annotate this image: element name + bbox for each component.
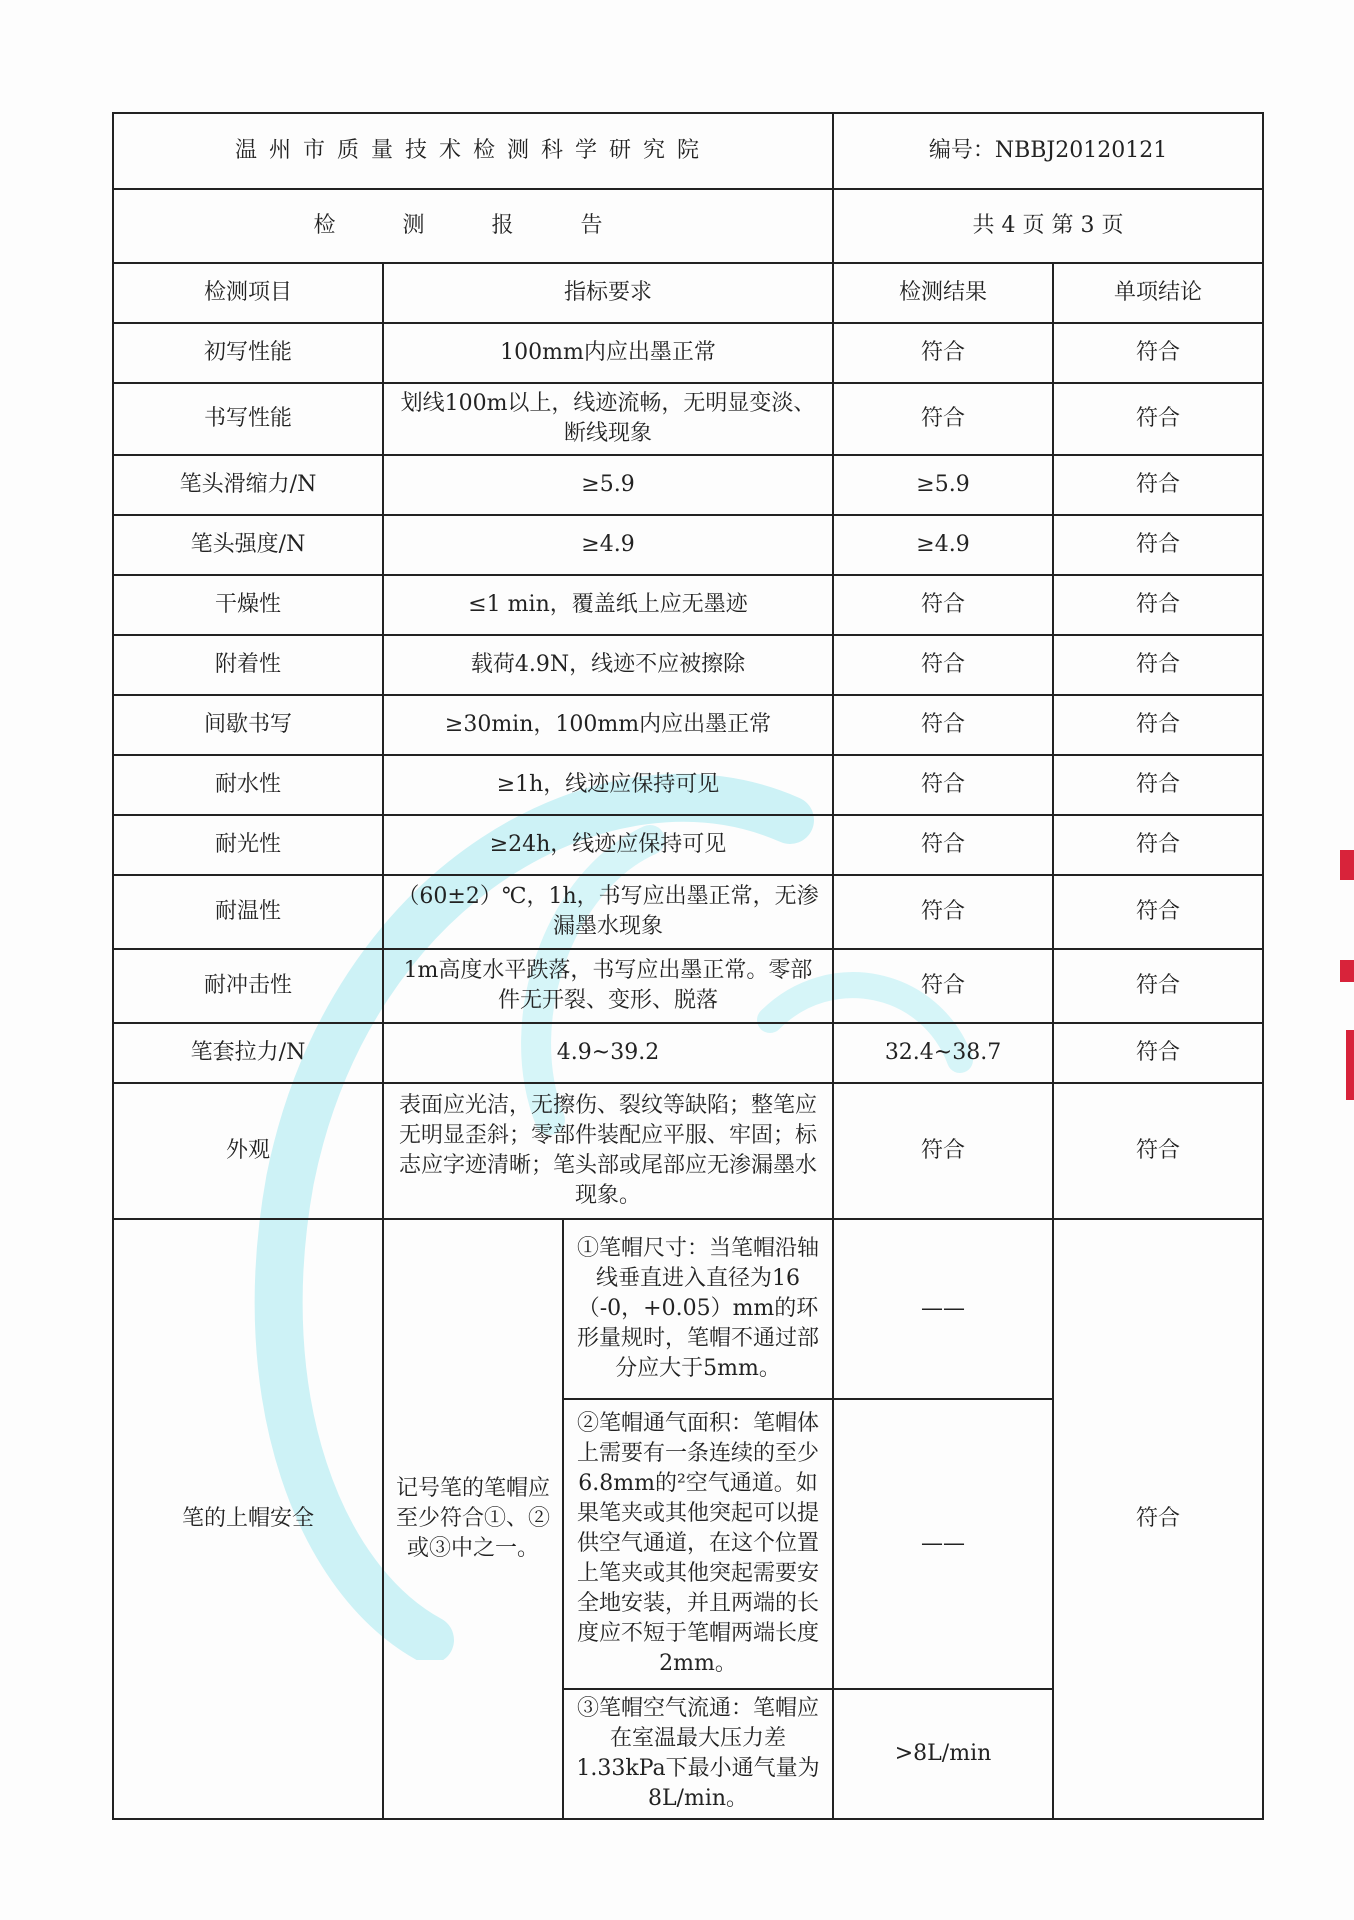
row-result: 符合 [833, 1083, 1053, 1219]
row-item: 耐温性 [113, 875, 383, 949]
row-conclusion: 符合 [1053, 1083, 1263, 1219]
row-conclusion: 符合 [1053, 455, 1263, 515]
stamp-edge-mark [1340, 960, 1354, 982]
row-requirement: 表面应光洁，无擦伤、裂纹等缺陷；整笔应无明显歪斜；零部件装配应平服、牢固；标志应字迹清晰；笔头部或尾部应无渗漏墨水现象。 [383, 1083, 833, 1219]
row-result: 符合 [833, 695, 1053, 755]
row-result: 符合 [833, 383, 1053, 455]
row-requirement: ≥30min，100mm内应出墨正常 [383, 695, 833, 755]
row-item: 间歇书写 [113, 695, 383, 755]
table-row [113, 455, 1263, 515]
row-requirement: ≥1h，线迹应保持可见 [383, 755, 833, 815]
report-title: 检 测 报 告 [113, 189, 833, 263]
table-row [113, 635, 1263, 695]
row-item: 笔头滑缩力/N [113, 455, 383, 515]
cap-sub-requirement: ③笔帽空气流通：笔帽应在室温最大压力差1.33kPa下最小通气量为8L/min。 [563, 1689, 833, 1819]
row-conclusion: 符合 [1053, 755, 1263, 815]
cap-safety-conclusion: 符合 [1053, 1219, 1263, 1819]
cap-sub-result: —— [833, 1219, 1053, 1399]
row-item: 耐光性 [113, 815, 383, 875]
cap-sub-result: —— [833, 1399, 1053, 1689]
row-result: 符合 [833, 815, 1053, 875]
row-conclusion: 符合 [1053, 1023, 1263, 1083]
cap-safety-row [113, 1219, 1263, 1399]
row-requirement: 4.9~39.2 [383, 1023, 833, 1083]
row-item: 耐冲击性 [113, 949, 383, 1023]
report-number: 编号：NBBJ20120121 [833, 113, 1263, 189]
row-conclusion: 符合 [1053, 323, 1263, 383]
org-name: 温州市质量技术检测科学研究院 [113, 113, 833, 189]
stamp-edge-mark [1340, 850, 1354, 880]
column-header-item: 检测项目 [113, 263, 383, 323]
row-result: 符合 [833, 575, 1053, 635]
row-conclusion: 符合 [1053, 815, 1263, 875]
header-row-title [113, 189, 1263, 263]
row-conclusion: 符合 [1053, 383, 1263, 455]
row-item: 初写性能 [113, 323, 383, 383]
row-item: 书写性能 [113, 383, 383, 455]
cap-sub-requirement: ①笔帽尺寸：当笔帽沿轴线垂直进入直径为16（-0，+0.05）mm的环形量规时，笔帽不通过部分应大于5mm。 [563, 1219, 833, 1399]
table-row [113, 1023, 1263, 1083]
row-conclusion: 符合 [1053, 635, 1263, 695]
column-header-row [113, 263, 1263, 323]
table-row [113, 875, 1263, 949]
row-requirement: ≥24h，线迹应保持可见 [383, 815, 833, 875]
row-requirement: ≥4.9 [383, 515, 833, 575]
row-item: 干燥性 [113, 575, 383, 635]
table-row [113, 815, 1263, 875]
table-row [113, 695, 1263, 755]
table-row [113, 575, 1263, 635]
cap-safety-requirement: 记号笔的笔帽应至少符合①、②或③中之一。 [383, 1219, 563, 1819]
row-requirement: 100mm内应出墨正常 [383, 323, 833, 383]
row-item: 附着性 [113, 635, 383, 695]
row-result: 符合 [833, 755, 1053, 815]
stamp-edge-mark [1346, 1030, 1354, 1100]
row-requirement: ≤1 min，覆盖纸上应无墨迹 [383, 575, 833, 635]
row-item: 笔套拉力/N [113, 1023, 383, 1083]
table-row [113, 755, 1263, 815]
row-conclusion: 符合 [1053, 515, 1263, 575]
row-requirement: （60±2）℃，1h，书写应出墨正常，无渗漏墨水现象 [383, 875, 833, 949]
row-requirement: 1m高度水平跌落，书写应出墨正常。零部件无开裂、变形、脱落 [383, 949, 833, 1023]
report-table [112, 112, 1264, 1820]
row-conclusion: 符合 [1053, 575, 1263, 635]
row-conclusion: 符合 [1053, 875, 1263, 949]
row-conclusion: 符合 [1053, 949, 1263, 1023]
row-item: 笔头强度/N [113, 515, 383, 575]
table-row [113, 515, 1263, 575]
row-result: 32.4~38.7 [833, 1023, 1053, 1083]
column-header-conclusion: 单项结论 [1053, 263, 1263, 323]
column-header-requirement: 指标要求 [383, 263, 833, 323]
table-row [113, 949, 1263, 1023]
row-result: 符合 [833, 875, 1053, 949]
row-result: ≥4.9 [833, 515, 1053, 575]
row-result: ≥5.9 [833, 455, 1053, 515]
row-requirement: ≥5.9 [383, 455, 833, 515]
table-row [113, 1083, 1263, 1219]
cap-sub-requirement: ②笔帽通气面积：笔帽体上需要有一条连续的至少6.8mm的²空气通道。如果笔夹或其他突起可以提供空气通道，在这个位置上笔夹或其他突起需要安全地安装，并且两端的长度应不短于笔帽两端长度2mm。 [563, 1399, 833, 1689]
table-row [113, 323, 1263, 383]
row-item: 耐水性 [113, 755, 383, 815]
header-row-org [113, 113, 1263, 189]
row-item: 外观 [113, 1083, 383, 1219]
row-result: 符合 [833, 323, 1053, 383]
row-requirement: 划线100m以上，线迹流畅，无明显变淡、断线现象 [383, 383, 833, 455]
row-conclusion: 符合 [1053, 695, 1263, 755]
table-row [113, 383, 1263, 455]
page-info: 共 4 页 第 3 页 [833, 189, 1263, 263]
column-header-result: 检测结果 [833, 263, 1053, 323]
row-result: 符合 [833, 635, 1053, 695]
cap-safety-item: 笔的上帽安全 [113, 1219, 383, 1819]
row-result: 符合 [833, 949, 1053, 1023]
cap-sub-result: >8L/min [833, 1689, 1053, 1819]
row-requirement: 载荷4.9N，线迹不应被擦除 [383, 635, 833, 695]
